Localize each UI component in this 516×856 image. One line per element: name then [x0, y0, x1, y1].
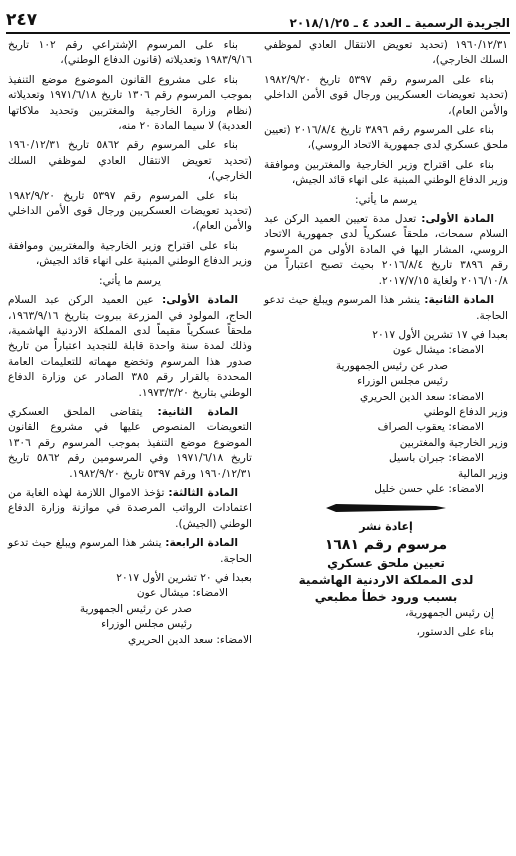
signature-pm: الامضاء: سعد الدين الحريري: [360, 390, 484, 403]
date-line: بعبدا في ١٧ تشرين الأول ٢٠١٧: [372, 328, 508, 341]
issued-by: صدر عن رئيس الجمهورية: [335, 359, 448, 372]
article-text: تؤخذ الاموال اللازمة لهذه الغاية من اعتمادات الرواتب المرصدة في موازنة وزارة الدفاع الوطني (الجيش).: [8, 486, 252, 530]
article-1: [8, 293, 252, 401]
decree-title: تعيين ملحق عسكري: [327, 555, 445, 570]
decree-intro: يرسم ما يأتي:: [99, 274, 161, 287]
divider-ornament-icon: [326, 503, 446, 513]
paragraph: بناء على اقتراح وزير الخارجية والمغتربين وموافقة وزير الدفاع الوطني المبنية على انهاء قائد الجيش،: [264, 158, 508, 187]
signature-fm: الامضاء: جبران باسيل: [389, 452, 484, 465]
pm-title: رئيس مجلس الوزراء: [357, 375, 448, 388]
paragraph: إن رئيس الجمهورية،: [405, 606, 494, 619]
paragraph: بناء على مشروع القانون الموضوع موضع التنفيذ بموجب المرسوم رقم ١٣٠٦ تاريخ ١٩٧١/٦/١٨ وتعديلاته (نظام وزارة الخارجية والمغتربين وتحديد ملاكاتها العددية) لا سيما المادة ٢٠ منه،: [8, 73, 252, 133]
article-text: تعدل مدة تعيين العميد الركن عبد السلام سمحات، ملحقاً عسكرياً لدى جمهورية الاتحاد الروسي، المشار اليها في المادة الأولى من المرسوم رقم ٣٨٩٦ تاريخ ٢٠١٦/٨/٤ بحيث تصبح اعتباراً من ٢٠١٦/١٠/٨ ولغاية ٢٠١٧/٧/١٥.: [264, 213, 508, 287]
page-number: ٢٤٧: [6, 10, 38, 30]
fm-title: وزير الخارجية والمغتربين: [399, 436, 508, 449]
article-2: [264, 293, 508, 324]
signature-president: الامضاء: ميشال عون: [136, 587, 228, 600]
article-3: [8, 486, 252, 532]
right-column: [264, 38, 508, 645]
paragraph: بناء على المرسوم رقم ٥٨٦٢ تاريخ ١٩٦٠/١٢/٣١ (تحديد تعويض الانتقال العادي لموظفي السلك الخارجي)،: [8, 139, 252, 183]
paragraph: بناء على المرسوم رقم ٥٣٩٧ تاريخ ١٩٨٢/٩/٢٠ (تحديد تعويضات العسكريين ورجال قوى الأمن الداخلي والأمن العام)،: [264, 73, 508, 117]
article-label: المادة الرابعة:: [165, 537, 238, 550]
page-header: [6, 4, 510, 34]
defense-title: وزير الدفاع الوطني: [423, 405, 508, 418]
finance-title: وزير المالية: [457, 467, 508, 480]
date-line: بعبدا في ٢٠ تشرين الأول ٢٠١٧: [116, 572, 252, 584]
article-label: المادة الأولى:: [421, 213, 494, 226]
section-divider: [264, 503, 508, 513]
article-text: ينشر هذا المرسوم ويبلغ حيث تدعو الحاجة.: [264, 294, 508, 322]
paragraph: بناء على المرسوم رقم ٥٣٩٧ تاريخ ١٩٨٢/٩/٢٠ (تحديد تعويضات العسكريين ورجال قوى الأمن الداخلي والأمن العام)،: [8, 189, 252, 233]
article-2: [8, 405, 252, 482]
left-column: [8, 38, 252, 648]
article-text: ينشر هذا المرسوم ويبلغ حيث تدعو الحاجة.: [8, 537, 252, 565]
paragraph: بناء على الدستور،: [416, 626, 494, 639]
article-text: عين العميد الركن عبد السلام الحاج، المولود في المزرعة ببروت بتاريخ ١٩٦٣/٩/١٦، ملحقاً عسكرياً مقيماً لدى المملكة الاردنية الهاشمية، وذلك لمدة سنة واحدة قابلة للتجديد اعتباراً من تاريخ صدور هذا المرسوم وتخضع مهماته للتعليمات العامة المحددة بالقرار رقم ٣٨٥ الصادر عن وزارة الدفاع الوطني بتاريخ ١٩٧٣/٣/٢٠.: [8, 294, 252, 399]
issued-by: صدر عن رئيس الجمهورية: [79, 602, 192, 615]
republish-label: إعادة نشر: [359, 520, 413, 534]
article-label: المادة الثانية:: [157, 405, 238, 418]
paragraph: بناء على اقتراح وزير الخارجية والمغتربين وموافقة وزير الدفاع الوطني المبنية على انهاء قائد الجيش،: [8, 239, 252, 268]
paragraph: ١٩٦٠/١٢/٣١ (تحديد تعويض الانتقال العادي لموظفي السلك الخارجي)،: [264, 39, 508, 67]
article-text: يتقاضى الملحق العسكري التعويضات المنصوص عليها في مشروع القانون الموضوع موضع التنفيذ بموجب المرسوم رقم ١٣٠٦ تاريخ ١٩٧١/٦/١٨ وفي المرسومين رقم ٥٨٦٢ تاريخ ١٩٦٠/١٢/٣١ ورقم ٥٣٩٧ تاريخ ١٩٨٢/٩/٢٠.: [8, 405, 253, 480]
signature-finance: الامضاء: علي حسن خليل: [374, 482, 484, 495]
decree-intro: يرسم ما يأتي:: [355, 193, 417, 206]
article-label: المادة الثالثة:: [168, 486, 239, 499]
signature-pm: الامضاء: سعد الدين الحريري: [128, 633, 252, 646]
signature-president: الامضاء: ميشال عون: [392, 344, 484, 357]
article-label: المادة الأولى:: [161, 294, 239, 307]
paragraph: بناء على المرسوم رقم ٣٨٩٦ تاريخ ٢٠١٦/٨/٤ (تعيين ملحق عسكري لدى جمهورية الاتحاد الروسي)،: [264, 124, 508, 152]
signature-defense: الامضاء: يعقوب الصراف: [377, 421, 484, 434]
article-4: [8, 536, 252, 567]
decree-title: بسبب ورود خطأ مطبعي: [314, 589, 458, 604]
decree-title: لدى المملكة الاردنية الهاشمية: [298, 572, 474, 587]
article-1: [264, 212, 508, 289]
gazette-title: الجريدة الرسمية ـ العدد ٤ ـ ٢٠١٨/١/٢٥: [289, 16, 510, 30]
article-label: المادة الثانية:: [424, 294, 494, 307]
decree-number: مرسوم رقم ١٦٨١: [324, 536, 448, 553]
pm-title: رئيس مجلس الوزراء: [101, 618, 192, 631]
paragraph: بناء على المرسوم الإشتراعي رقم ١٠٢ تاريخ ١٩٨٣/٩/١٦ وتعديلاته (قانون الدفاع الوطني)،: [8, 39, 252, 67]
